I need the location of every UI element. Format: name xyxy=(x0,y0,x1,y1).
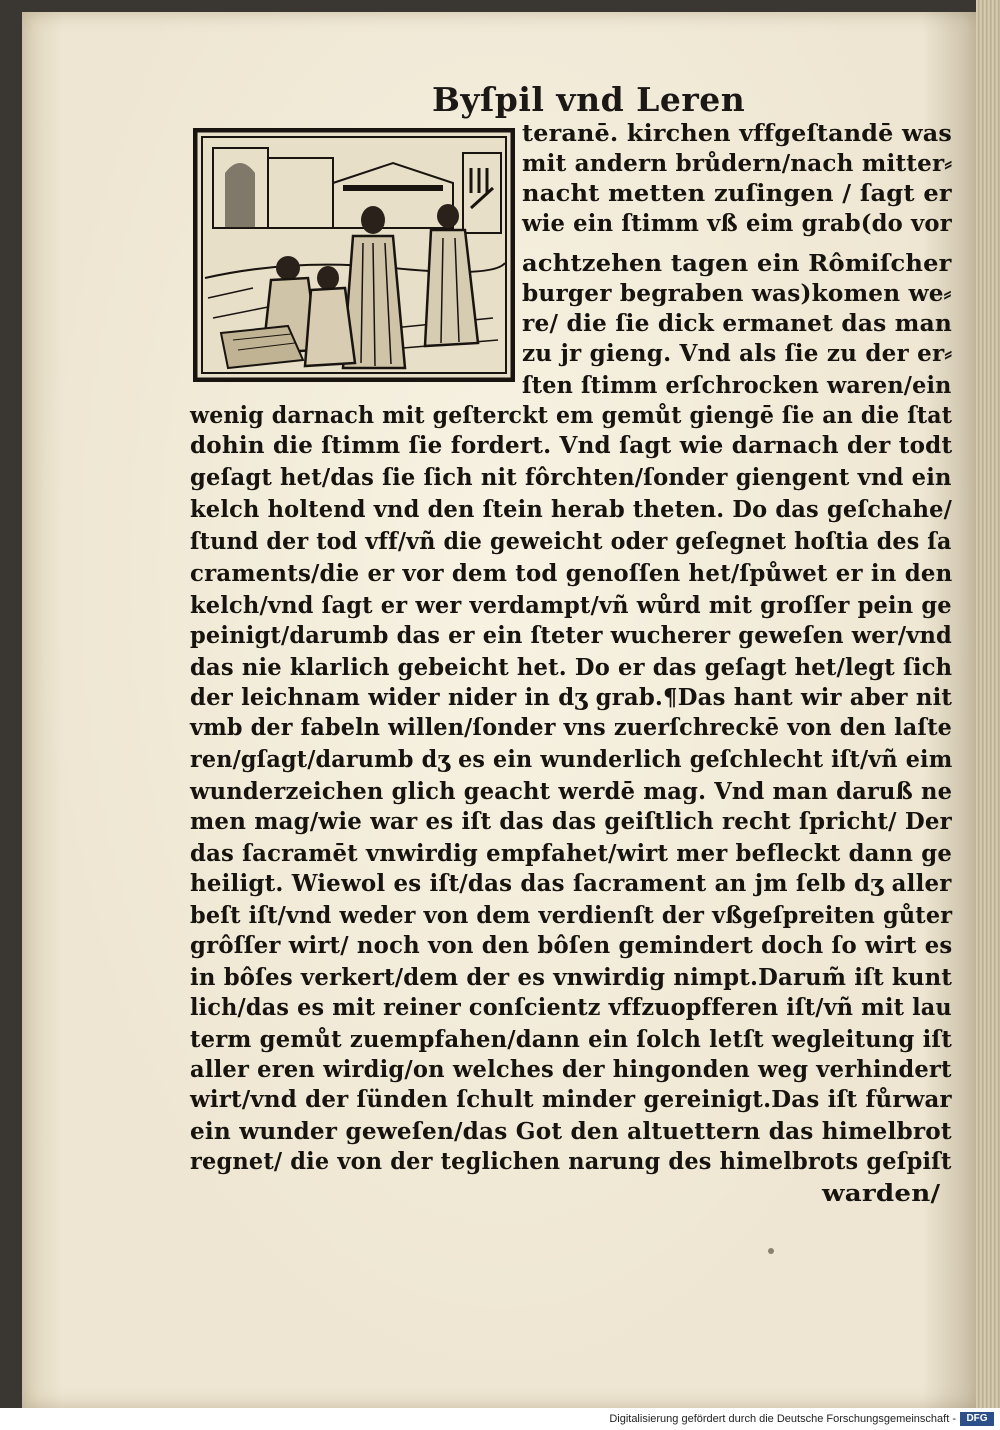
text-line: in bôſes verkert/dem der es vnwirdig nimpt.Darum̃ iſt kunt xyxy=(190,963,953,991)
text-line: vmb der fabeln willen/ſonder vns zuerſchreckē von den laſte xyxy=(190,713,953,741)
text-line: ein wunder geweſen/das Got den altuettern das himelbrot xyxy=(190,1117,952,1145)
text-line: kelch/vnd ſagt er wer verdampt/vñ wůrd mit groſſer pein ge xyxy=(190,591,952,619)
text-line: mit andern brůdern/nach mitter⸗ xyxy=(522,149,953,177)
paper-speck xyxy=(768,1248,774,1254)
text-line: geſagt het/das ſie ſich nit fôrchten/ſonder giengent vnd ein xyxy=(190,463,952,491)
text-line: warden/ xyxy=(822,1179,941,1207)
text-line: kelch holtend vnd den ſtein herab theten. Do das geſchahe/ xyxy=(190,495,953,523)
text-line: dohin die ſtimm ſie fordert. Vnd ſagt wie darnach der todt xyxy=(190,431,953,459)
text-line: regnet/ die von der teglichen narung des himelbrots geſpiſt xyxy=(190,1147,952,1175)
text-line: wunderzeichen glich geacht werdē mag. Vnd man daruß ne xyxy=(190,777,953,805)
text-line: men mag/wie war es iſt das das geiſtlich recht ſpricht/ Der xyxy=(190,807,952,835)
woodcut-illustration xyxy=(193,128,515,382)
text-line: heiligt. Wiewol es iſt/das das ſacrament an jm ſelb dʒ aller xyxy=(190,869,952,897)
text-line: das nie klarlich gebeicht het. Do er das geſagt het/legt ſich xyxy=(190,653,953,681)
text-line: wie ein ſtimm vß eim grab(do vor xyxy=(522,209,952,237)
text-line: teranē. kirchen vffgeſtandē was xyxy=(522,119,953,147)
text-line: ſtund der tod vff/vñ die geweicht oder geſegnet hoſtia des ſa xyxy=(190,527,952,555)
text-line: der leichnam wider nider in dʒ grab.¶Das hant wir aber nit xyxy=(190,683,953,711)
running-head: Byſpil vnd Leren xyxy=(432,80,746,119)
text-line: beſt iſt/vnd weder von dem verdienſt der vßgeſpreiten gůter xyxy=(190,901,953,929)
text-line: das ſacramēt vnwirdig empfahet/wirt mer befleckt dann ge xyxy=(190,839,953,867)
text-line: lich/das es mit reiner conſcientz vffzuopfferen iſt/vñ mit lau xyxy=(190,993,952,1021)
text-line: nacht metten zuſingen / ſagt er xyxy=(522,179,952,207)
text-line: achtzehen tagen ein Rômiſcher xyxy=(522,249,952,277)
text-line: zu jr gieng. Vnd als ſie zu der er⸗ xyxy=(522,339,953,367)
text-line: burger begraben was)komen we⸗ xyxy=(522,279,952,307)
text-line: ren/gſagt/darumb dʒ es ein wunderlich geſchlecht iſt/vñ eim xyxy=(190,745,953,773)
text-line: wirt/vnd der ſünden ſchult minder gereinigt.Das iſt fůrwar xyxy=(190,1085,952,1113)
dfg-logo-icon: DFG xyxy=(960,1412,994,1426)
text-line: re/ die ſie dick ermanet das man xyxy=(522,309,953,337)
footer-credit: Digitalisierung gefördert durch die Deutsche Forschungsgemeinschaft - xyxy=(609,1413,956,1425)
text-line: ſten ſtimm erſchrocken waren/ein xyxy=(522,371,952,399)
text-line: wenig darnach mit geſterckt em gemůt giengē ſie an die ſtat xyxy=(190,401,953,429)
text-line: craments/die er vor dem tod genoſſen het/ſpůwet er in den xyxy=(190,559,953,587)
footer-bar xyxy=(0,1408,1000,1430)
text-line: peinigt/darumb das er ein ſteter wucherer geweſen wer/vnd xyxy=(190,621,952,649)
page-fore-edge xyxy=(976,0,1000,1408)
text-line: grôſſer wirt/ noch von den bôſen gemindert doch ſo wirt es xyxy=(190,931,953,959)
text-line: term gemůt zuempfahen/dann ein ſolch letſt wegleitung iſt xyxy=(190,1025,952,1053)
text-line: aller eren wirdig/on welches der hingonden weg verhindert xyxy=(190,1055,952,1083)
